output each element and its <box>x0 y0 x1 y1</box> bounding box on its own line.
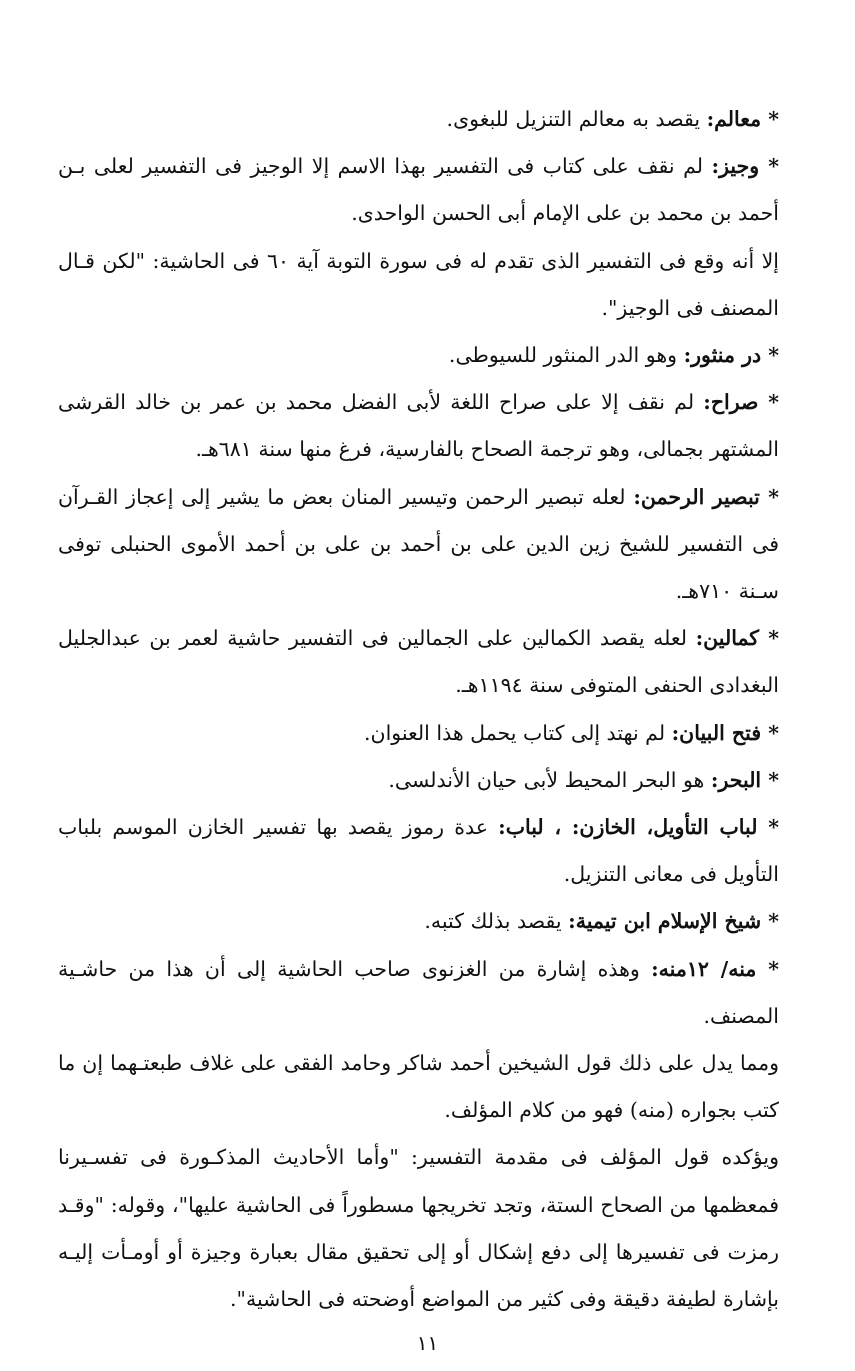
entry-text: عدة رموز يقصد بها تفسير الخازن الموسم بلباب التأويل فى معانى التنزيل. <box>58 815 779 887</box>
entry-fath-albayan <box>58 710 803 757</box>
entry-term: * معالم: <box>706 107 779 131</box>
entry-term: * در منثور: <box>683 343 779 368</box>
entry-term: * تبصير الرحمن: <box>633 484 779 509</box>
entry-text: وهذه إشارة من الغزنوى صاحب الحاشية إلى أن هذا من حاشـية المصنف. <box>58 956 779 1028</box>
entry-text: هو البحر المحيط لأبى حيان الأندلسى. <box>388 767 711 792</box>
entry-maalim <box>58 96 803 143</box>
entry-text: وهو الدر المنثور للسيوطى. <box>448 343 684 368</box>
entry-text: ومما يدل على ذلك قول الشيخين أحمد شاكر وحامد الفقى على غلاف طبعتـهما إن ما كتب بجواره (منه) فهو من كلام المؤلف. <box>58 1051 779 1123</box>
entry-lubab-altawil <box>58 804 803 898</box>
entry-albahr <box>58 757 803 804</box>
entry-kamalayn <box>58 615 803 709</box>
entry-text: يقصد بذلك كتبه. <box>424 909 569 934</box>
entry-text: ويؤكده قول المؤلف فى مقدمة التفسير: "وأما الأحاديث المذكـورة فى تفسـيرنا فمعظمها من الصحاح الستة، وتجد تخريجها مسطوراً فى الحاشية عليها"، وقوله: "وقـد رمزت فى تفسيرها إلى دفع إشكال أو إلى تحقيق مقال بعبارة وجيزة أو أومـأت إليـه بإشارة لطيفة دقيقة وفى كثير من المواضع أوضحته فى الحاشية". <box>58 1145 780 1312</box>
entry-text: لم نقف على كتاب فى التفسير بهذا الاسم إلا الوجيز فى التفسير لعلى بـن أحمد بن محمد بن على الإمام أبى الحسن الواحدى. <box>58 154 779 226</box>
entry-text: لم نقف إلا على صراح اللغة لأبى الفضل محمد بن عمر بن خالد القرشى المشتهر بجمالى، وهو ترجمة الصحاح بالفارسية، فرغ منها سنة ٦٨١هـ. <box>58 390 779 462</box>
confirmation-paragraph <box>58 1134 803 1323</box>
page-number: ١١ <box>416 1331 439 1355</box>
entry-text: لم نهتد إلى كتاب يحمل هذا العنوان. <box>364 720 672 745</box>
entry-tabsir-alrahman <box>58 474 803 616</box>
entry-surah <box>58 379 803 473</box>
entry-minhu <box>58 946 803 1040</box>
entry-text: لعله تبصير الرحمن وتيسير المنان بعض ما يشير إلى إعجاز القـرآن فى التفسير للشيخ زين الدين على بن أحمد بن على بن أحمد الأموى الحنبلى توفى سـنة ٧١٠هـ. <box>58 484 779 604</box>
entry-text: يقصد به معالم التنزيل للبغوى. <box>446 107 707 131</box>
entry-wajiz <box>58 143 803 237</box>
entry-text: لعله يقصد الكمالين على الجمالين فى التفسير حاشية لعمر بن عبدالجليل البغدادى الحنفى المتوفى سنة ١١٩٤هـ. <box>58 626 779 698</box>
page-body <box>58 96 803 1323</box>
entry-durr-manthur <box>58 332 803 379</box>
entry-text: إلا أنه وقع فى التفسير الذى تقدم له فى سورة التوبة آية ٦٠ فى الحاشية: "لكن قـال المصنف فى الوجيز". <box>58 248 779 320</box>
evidence-paragraph <box>58 1040 803 1134</box>
entry-term: * كمالين: <box>695 626 779 651</box>
entry-term: * وجيز: <box>711 154 779 179</box>
wajiz-note-paragraph <box>58 238 803 332</box>
entry-term: * لباب التأويل، الخازن: ، لباب: <box>498 815 779 840</box>
entry-term: * فتح البيان: <box>671 720 779 745</box>
entry-term: * منه/ ١٢منه: <box>651 956 780 981</box>
entry-ibn-taymiyya <box>58 898 803 945</box>
entry-term: * البحر: <box>710 767 779 792</box>
entry-term: * صراح: <box>703 390 779 415</box>
entry-term: * شيخ الإسلام ابن تيمية: <box>568 909 779 934</box>
